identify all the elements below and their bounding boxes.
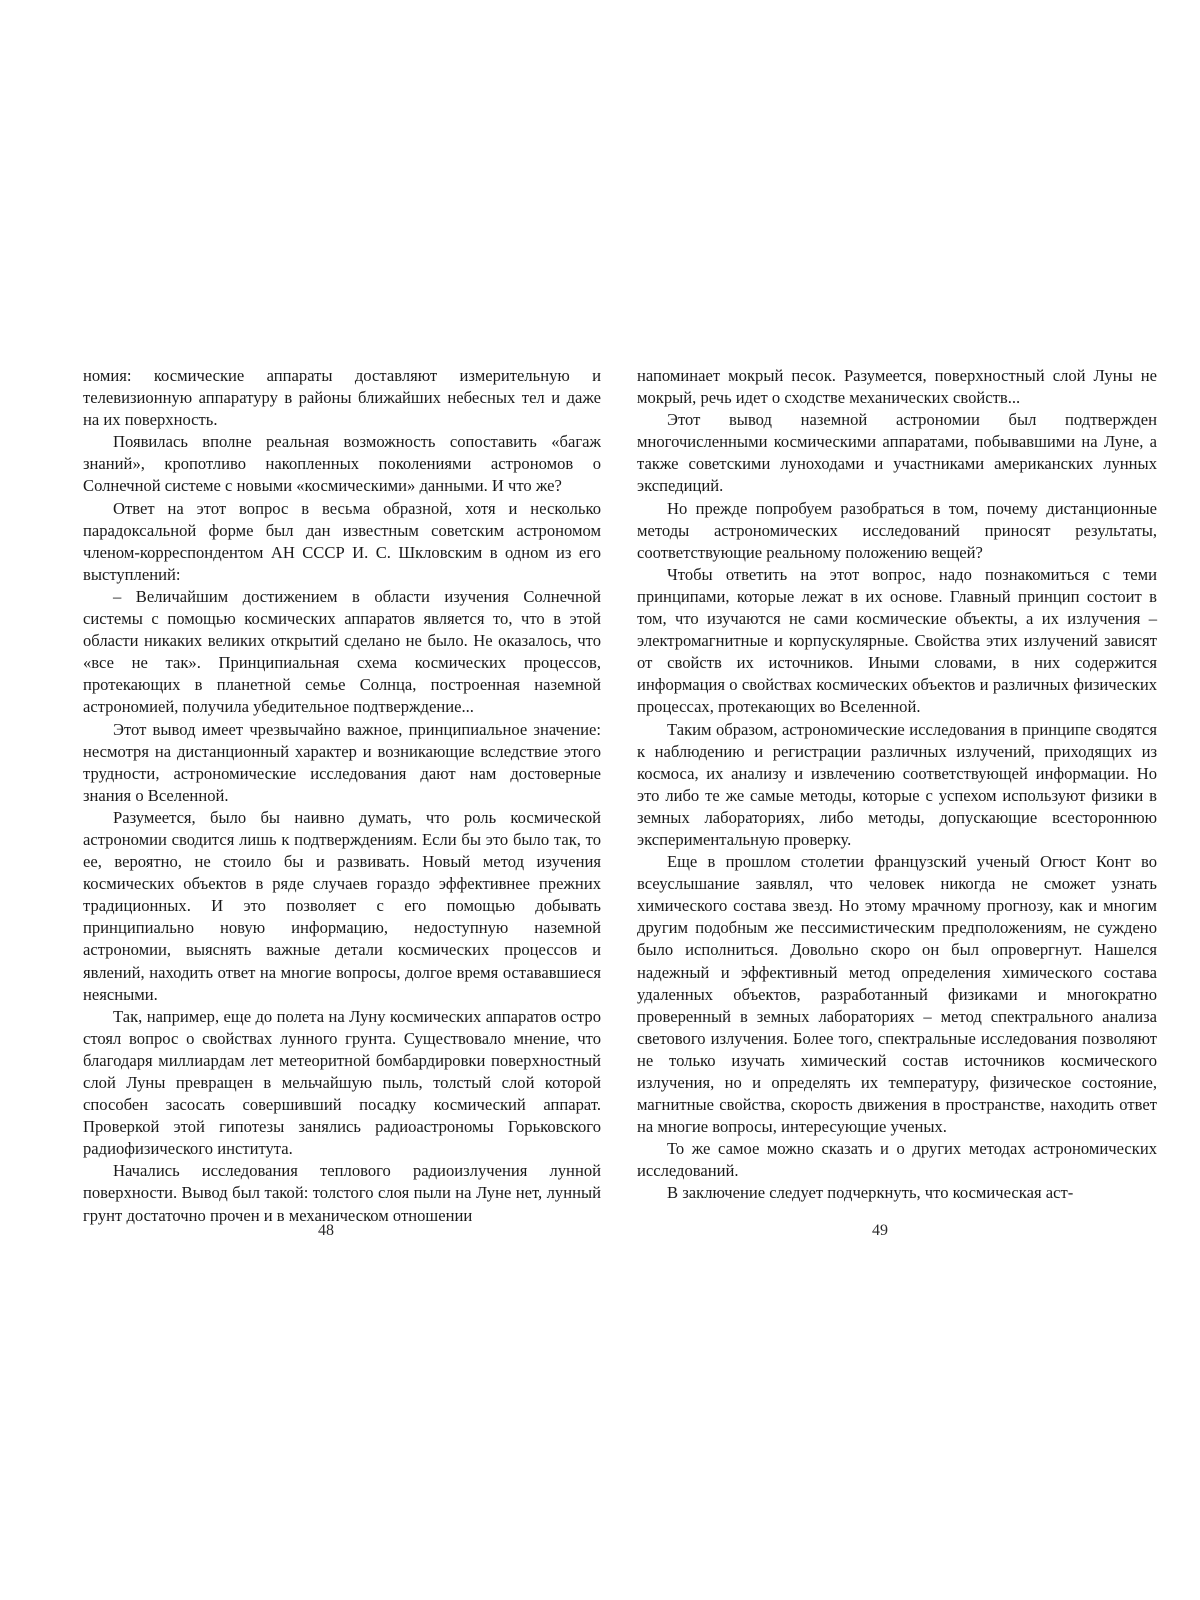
page-number-left: 48 [318, 1222, 334, 1239]
paragraph: номия: космические аппараты доставляют измерительную и телевизионную аппаратуру в районы ближайших небесных тел и даже на их поверхность. [83, 366, 601, 430]
page-number-right: 49 [872, 1222, 888, 1239]
paragraph: Но прежде попробуем разобраться в том, почему дистанционные методы астрономических исследований приносят результаты, соответствующие реальному положению вещей? [637, 498, 1157, 562]
paragraph: напоминает мокрый песок. Разумеется, поверхностный слой Луны не мокрый, речь идет о сходстве механических свойств... [637, 366, 1157, 408]
paragraph: Таким образом, астрономические исследования в принципе сводятся к наблюдению и регистрации различных излучений, приходящих из космоса, их анализу и извлечению соответствующей информации. Но это либо те же самые методы, которые с успехом используют физики в земных лабораториях, либо методы, допускающие всестороннюю экспериментальную проверку. [637, 719, 1157, 849]
right-page-text [637, 365, 1157, 1205]
paragraph: В заключение следует подчеркнуть, что космическая аст- [667, 1183, 1074, 1203]
paragraph: Еще в прошлом столетии французский ученый Огюст Конт во всеуслышание заявлял, что человек никогда не сможет узнать химического состава звезд. Но этому мрачному прогнозу, как и многим другим подобным же пессимистическим предположениям, не суждено было исполниться. Довольно скоро он был опровергнут. Нашелся надежный и эффективный метод определения химического состава удаленных объектов, разработанный физиками и многократно проверенный в земных лабораториях – метод спектрального анализа светового излучения. Более того, спектральные исследования позволяют не только изучать химический состав источников космического излучения, но и определять их температуру, физическое состояние, магнитные свойства, скорость движения в пространстве, находить ответ на многие вопросы, интересующие ученых. [637, 852, 1157, 1137]
paragraph: Чтобы ответить на этот вопрос, надо познакомиться с теми принципами, которые лежат в их основе. Главный принцип состоит в том, что изучаются не сами космические объекты, а их излучения – электромагнитные и корпускулярные. Свойства этих излучений зависят от свойств их источников. Иными словами, в них содержится информация о свойствах космических объектов и различных физических процессах, протекающих во Вселенной. [637, 564, 1157, 717]
paragraph: Появилась вполне реальная возможность сопоставить «багаж знаний», кропотливо накопленных поколениями астрономов о Солнечной системе с новыми «космическими» данными. И что же? [83, 432, 601, 496]
paragraph: Этот вывод наземной астрономии был подтвержден многочисленными космическими аппаратами, побывавшими на Луне, а также советскими луноходами и участниками американских лунных экспедиций. [637, 410, 1157, 496]
paragraph: Этот вывод имеет чрезвычайно важное, принципиальное значение: несмотря на дистанционный характер и возникающие вследствие этого трудности, астрономические исследования дают нам достоверные знания о Вселенной. [83, 719, 601, 805]
paragraph: Начались исследования теплового радиоизлучения лунной поверхности. Вывод был такой: толстого слоя пыли на Луне нет, лунный грунт достаточно прочен и в механическом отношении [83, 1161, 601, 1225]
quote-paragraph: – Величайшим достижением в области изучения Солнечной системы с помощью космических аппаратов является то, что в этой области никаких великих открытий сделано не было. Не оказалось, что «все не так». Принципиальная схема космических процессов, протекающих в планетной семье Солнца, построенная наземной астрономией, получила убедительное подтверждение... [83, 586, 601, 717]
paragraph: То же самое можно сказать и о других методах астрономических исследований. [637, 1139, 1157, 1181]
paragraph: Ответ на этот вопрос в весьма образной, хотя и несколько парадоксальной форме был дан известным советским астрономом членом-корреспондентом АН СССР И. С. Шкловским в одном из его выступлений: [83, 498, 601, 584]
paragraph: Так, например, еще до полета на Луну космических аппаратов остро стоял вопрос о свойствах лунного грунта. Существовало мнение, что благодаря миллиардам лет метеоритной бомбардировки поверхностный слой Луны превращен в мельчайшую пыль, толстый слой которой способен засосать совершивший посадку космический аппарат. Проверкой этой гипотезы занялись радиоастрономы Горьковского радиофизического института. [83, 1006, 601, 1159]
paragraph: Разумеется, было бы наивно думать, что роль космической астрономии сводится лишь к подтверждениям. Если бы это было так, то ее, вероятно, не стоило бы и развивать. Новый метод изучения космических объектов в ряде случаев гораздо эффективнее прежних традиционных. И это позволяет с его помощью добывать принципиально новую информацию, недоступную наземной астрономии, выяснять важные детали космических процессов и явлений, находить ответ на многие вопросы, долгое время остававшиеся неясными. [83, 807, 601, 1004]
left-page-text [83, 365, 601, 1227]
